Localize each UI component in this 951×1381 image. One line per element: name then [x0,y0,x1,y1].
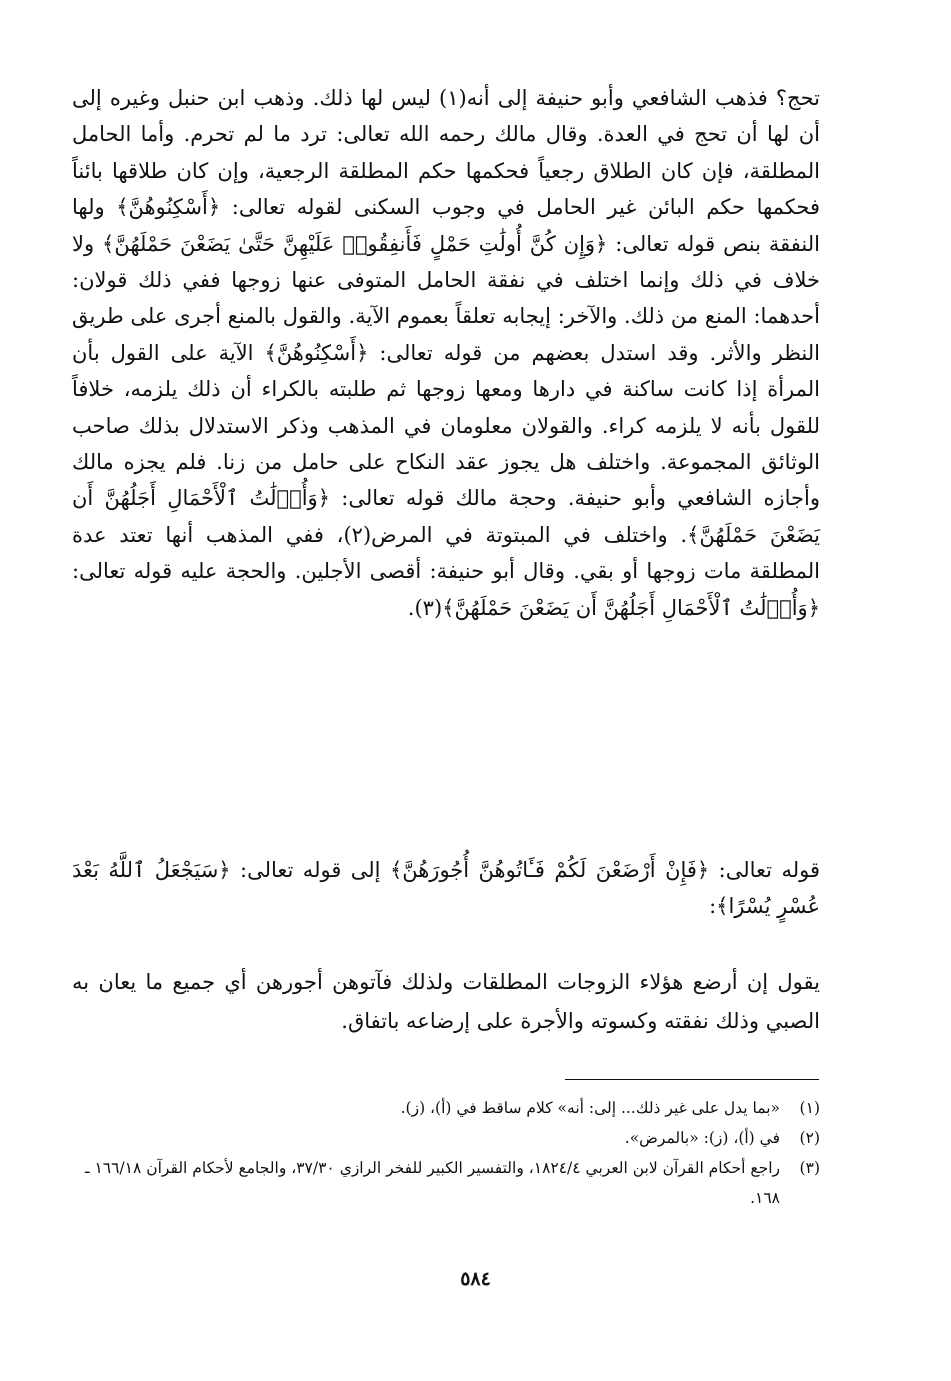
footnote-item [72,1123,820,1153]
footnote-number: (٣) [799,1159,820,1177]
footnote-divider [565,1079,819,1080]
main-paragraph: تحج؟ فذهب الشافعي وأبو حنيفة إلى أنه(١) ليس لها ذلك. وذهب ابن حنبل وغيره إلى أن لها أن تحج في العدة. وقال مالك رحمه الله تعالى: ترد ما لم تحرم. وأما الحامل المطلقة، فإن كان الطلاق رجعياً فحكمها حكم المطلقة الرجعية، وإن كان طلاقها بائناً فحكمها حكم البائن غير الحامل في وجوب السكنى لقوله تعالى: ﴿أَسْكِنُوهُنَّ﴾ ولها النفقة بنص قوله تعالى: ﴿وَإِن كُنَّ أُولَٰتِ حَمْلٍ فَأَنفِقُوا۟ عَلَيْهِنَّ حَتَّىٰ يَضَعْنَ حَمْلَهُنَّ﴾ ولا خلاف في ذلك وإنما اختلف في نفقة الحامل المتوفى عنها زوجها ففي ذلك قولان: أحدهما: المنع من ذلك. والآخر: إيجابه تعلقاً بعموم الآية. والقول بالمنع أجرى على طريق النظر والأثر. وقد استدل بعضهم من قوله تعالى: ﴿أَسْكِنُوهُنَّ﴾ الآية على القول بأن المرأة إذا كانت ساكنة في دارها ومعها زوجها ثم طلبته بالكراء أن ذلك يلزمه، خلافاً للقول بأنه لا يلزمه كراء. والقولان معلومان في المذهب وذكر الاستدلال بذلك صاحب الوثائق المجموعة. واختلف هل يجوز عقد النكاح على حامل من زنا. فلم يجزه مالك وأجازه الشافعي وأبو حنيفة. وحجة مالك قوله تعالى: ﴿وَأُو۟لَٰتُ ٱلْأَحْمَالِ أَجَلُهُنَّ أَن يَضَعْنَ حَمْلَهُنَّ﴾. واختلف في المبتوتة في المرض(٢)، ففي المذهب أنها تعتد عدة المطلقة مات زوجها أو بقي. وقال أبو حنيفة: أقصى الأجلين. والحجة عليه قوله تعالى: ﴿وَأُو۟لَٰتُ ٱلْأَحْمَالِ أَجَلُهُنَّ أَن يَضَعْنَ حَمْلَهُنَّ﴾(٣). [72,86,820,620]
verse-heading [72,852,820,924]
footnote-number: (٢) [799,1129,820,1147]
commentary-block [72,963,820,1041]
commentary-text: يقول إن أرضع هؤلاء الزوجات المطلقات ولذلك فآتوهن أجورهن أي جميع ما يعان به الصبي وذلك نفقته وكسوته والأجرة على إرضاعه باتفاق. [72,970,820,1033]
page-number: ٥٨٤ [460,1268,491,1290]
footnote-text: «بما يدل على غير ذلك... إلى: أنه» كلام ساقط في (أ)، (ز). [400,1099,780,1117]
footnote-text: في (أ)، (ز): «بالمرض». [624,1129,780,1147]
footnotes [72,1093,820,1213]
verse-text: قوله تعالى: ﴿فَإِنْ أَرْضَعْنَ لَكُمْ فَـَٔاتُوهُنَّ أُجُورَهُنَّ﴾ إلى قوله تعالى: ﴿سَيَجْعَلُ ٱللَّهُ بَعْدَ عُسْرٍ يُسْرًا﴾: [72,858,820,918]
footnote-text: راجع أحكام القرآن لابن العربي ١٨٢٤/٤، والتفسير الكبير للفخر الرازي ٣٧/٣٠، والجامع لأحكام القرآن ١٦٦/١٨ ـ ١٦٨. [84,1159,780,1207]
footnote-number: (١) [799,1099,820,1117]
footnote-item [72,1093,820,1123]
footnote-item [72,1153,820,1213]
main-text [72,80,820,626]
